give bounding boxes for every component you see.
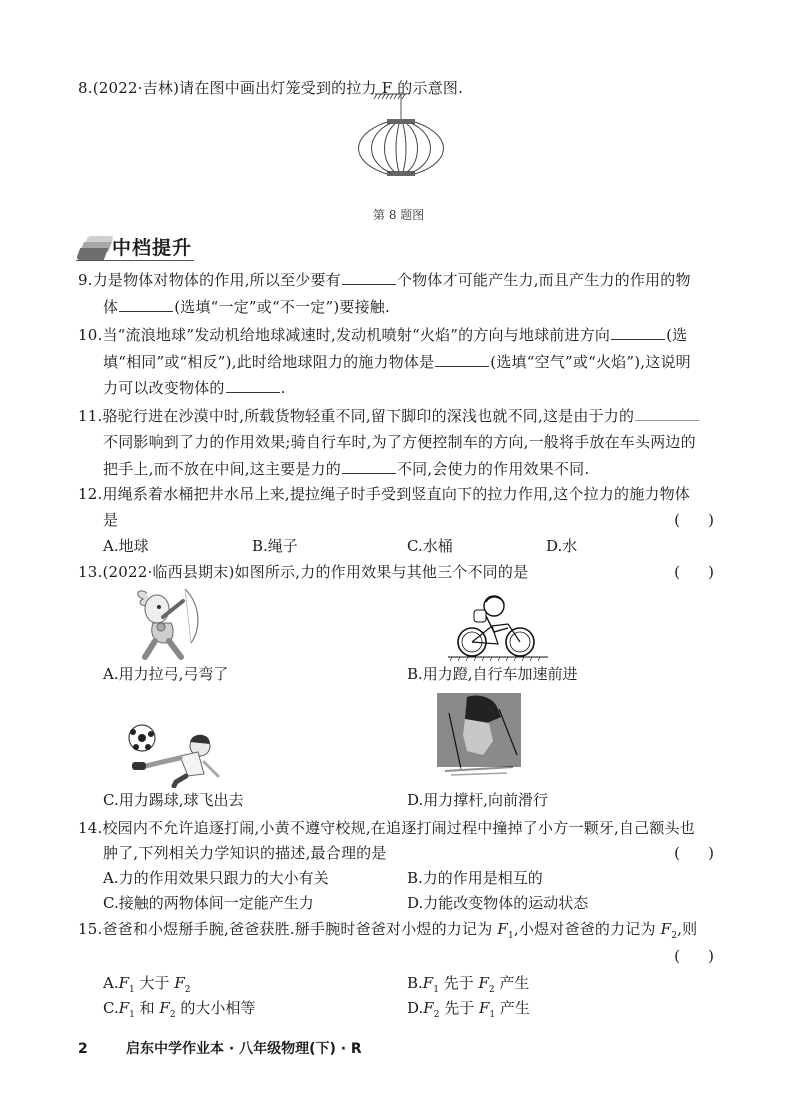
- q15-text: 15.爸爸和小煜掰手腕,爸爸获胜.掰手腕时爸爸对小煜的力记为: [78, 920, 498, 938]
- q10-text: 力可以改变物体的: [103, 379, 225, 397]
- var-f: F: [118, 999, 130, 1017]
- question-15-line-1: [78, 919, 697, 946]
- paren-open: (: [674, 947, 680, 965]
- question-11-line-2: 不同影响到了力的作用效果;骑自行车时,为了方便控制车的方向,一般将手放在车头两边的: [103, 433, 696, 451]
- sub-2: 2: [184, 985, 191, 995]
- sub-1: 1: [129, 985, 135, 995]
- var-f: F: [174, 974, 185, 992]
- option-label: B.: [407, 974, 423, 992]
- question-14-line-2: 肿了,下列相关力学知识的描述,最合理的是: [103, 844, 387, 862]
- sub-2: 2: [169, 1010, 176, 1020]
- question-9-line-1: [78, 270, 691, 290]
- q12-option-c[interactable]: C.水桶: [407, 537, 453, 555]
- question-8: 8.(2022·吉林)请在图中画出灯笼受到的拉力 F 的示意图.: [78, 79, 464, 97]
- answer-blank[interactable]: [611, 325, 665, 340]
- question-11-line-1: [78, 406, 700, 426]
- answer-parentheses[interactable]: [674, 562, 714, 582]
- section-badge-icon-base: [76, 248, 108, 260]
- sub-1: 1: [129, 1010, 135, 1020]
- q10-text: (选填“空气”或“火焰”),这说明: [490, 353, 691, 371]
- q11-text: 11.骆驼行进在沙漠中时,所载货物轻重不同,留下脚印的深浅也就不同,这是由于力的: [78, 407, 635, 425]
- paren-close: ): [708, 511, 714, 529]
- page-number: 2: [78, 1041, 88, 1057]
- q13-option-d[interactable]: D.用力撑杆,向前滑行: [407, 791, 549, 809]
- archer-illustration: [125, 585, 205, 663]
- book-title: 启东中学作业本 · 八年级物理(下) · R: [126, 1041, 362, 1057]
- question-12-line-1: 12.用绳系着水桶把井水吊上来,提拉绳子时手受到竖直向下的拉力作用,这个拉力的施力物体: [78, 485, 690, 503]
- question-10-line-1: [78, 325, 687, 345]
- figure-8-caption: 第 8 题图: [373, 208, 425, 222]
- question-12-line-2: 是: [103, 511, 119, 529]
- q15-option-a[interactable]: [103, 973, 190, 1000]
- q9-text: (选填“一定”或“不一定”)要接触.: [174, 298, 390, 316]
- soccer-kick-illustration: [118, 722, 228, 788]
- question-9-line-2: [103, 297, 390, 317]
- sub-2: 2: [671, 931, 678, 941]
- q14-option-a[interactable]: A.力的作用效果只跟力的大小有关: [103, 869, 329, 887]
- question-14-line-1: 14.校园内不允许追逐打闹,小黄不遵守校规,在追逐打闹过程中撞掉了小方一颗牙,自己额头也: [78, 819, 695, 837]
- answer-blank[interactable]: [342, 459, 396, 474]
- section-header: [76, 236, 194, 260]
- option-label: D.: [407, 999, 424, 1017]
- q13-option-a[interactable]: A.用力拉弓,弓弯了: [103, 665, 229, 683]
- option-label: C.: [103, 999, 119, 1017]
- var-f: F: [660, 920, 672, 938]
- paren-open: (: [674, 844, 680, 862]
- question-10-line-3: [103, 378, 286, 398]
- section-underline: [76, 260, 194, 261]
- answer-blank[interactable]: [119, 297, 173, 312]
- q10-text: 10.当“流浪地球”发动机给地球减速时,发动机喷射“火焰”的方向与地球前进方向: [78, 326, 611, 344]
- sub-2: 2: [488, 985, 495, 995]
- q10-text: .: [280, 379, 286, 397]
- q12-option-d[interactable]: D.水: [546, 537, 578, 555]
- paren-close: ): [708, 563, 714, 581]
- answer-blank[interactable]: [435, 352, 489, 367]
- option-text: 产生: [494, 974, 530, 992]
- answer-parentheses[interactable]: [674, 946, 714, 966]
- var-f: F: [497, 920, 508, 938]
- q15-option-d[interactable]: [407, 998, 530, 1025]
- paren-close: ): [708, 844, 714, 862]
- q15-option-c[interactable]: [103, 998, 255, 1025]
- option-text: 先于: [439, 999, 479, 1017]
- q11-text: 不同,会使力的作用效果不同.: [396, 460, 590, 478]
- lantern-figure: [355, 90, 455, 200]
- q14-option-c[interactable]: C.接触的两物体间一定能产生力: [103, 894, 314, 912]
- answer-blank[interactable]: [342, 270, 396, 285]
- question-10-line-2: [103, 352, 691, 372]
- q15-text: ,则: [677, 920, 698, 938]
- answer-parentheses[interactable]: [674, 510, 714, 530]
- option-text: 的大小相等: [175, 999, 256, 1017]
- q9-text: 个物体才可能产生力,而且产生力的作用的物: [396, 271, 691, 289]
- paren-open: (: [674, 563, 680, 581]
- q15-option-b[interactable]: [407, 973, 529, 1000]
- q14-option-b[interactable]: B.力的作用是相互的: [407, 869, 543, 887]
- var-f: F: [478, 999, 490, 1017]
- var-f: F: [118, 974, 130, 992]
- paren-open: (: [674, 511, 680, 529]
- sub-2: 2: [433, 1010, 440, 1020]
- option-text: 大于: [134, 974, 175, 992]
- option-text: 和: [134, 999, 160, 1017]
- q9-text: 体: [103, 298, 119, 316]
- q15-text: ,小煜对爸爸的力记为: [513, 920, 661, 938]
- q12-option-a[interactable]: A.地球: [103, 537, 149, 555]
- q13-option-c[interactable]: C.用力踢球,球飞出去: [103, 791, 244, 809]
- q10-text: 填“相同”或“相反”),此时给地球阻力的施力物体是: [103, 353, 435, 371]
- answer-blank[interactable]: [635, 406, 699, 421]
- var-f: F: [478, 974, 489, 992]
- question-11-line-3: [103, 459, 589, 479]
- cyclist-illustration: [448, 592, 548, 662]
- q14-option-d[interactable]: D.力能改变物体的运动状态: [407, 894, 589, 912]
- q9-text: 9.力是物体对物体的作用,所以至少要有: [78, 271, 341, 289]
- q13-option-b[interactable]: B.用力蹬,自行车加速前进: [407, 665, 578, 683]
- section-title: 中档提升: [112, 237, 193, 259]
- sub-1: 1: [507, 931, 514, 941]
- var-f: F: [422, 974, 434, 992]
- skier-photo: [437, 693, 521, 779]
- var-f: F: [423, 999, 434, 1017]
- q12-option-b[interactable]: B.绳子: [252, 537, 298, 555]
- q10-text: (选: [666, 326, 688, 344]
- option-label: A.: [103, 974, 119, 992]
- answer-blank[interactable]: [226, 378, 280, 393]
- option-text: 先于: [438, 974, 479, 992]
- option-text: 产生: [495, 999, 530, 1017]
- question-13: 13.(2022·临西县期末)如图所示,力的作用效果与其他三个不同的是: [78, 563, 529, 581]
- page-footer: [78, 1038, 362, 1058]
- var-f: F: [159, 999, 170, 1017]
- q11-text: 把手上,而不放在中间,这主要是力的: [103, 460, 341, 478]
- sub-1: 1: [489, 1010, 496, 1020]
- paren-close: ): [708, 947, 714, 965]
- sub-1: 1: [433, 985, 439, 995]
- answer-parentheses[interactable]: [674, 843, 714, 863]
